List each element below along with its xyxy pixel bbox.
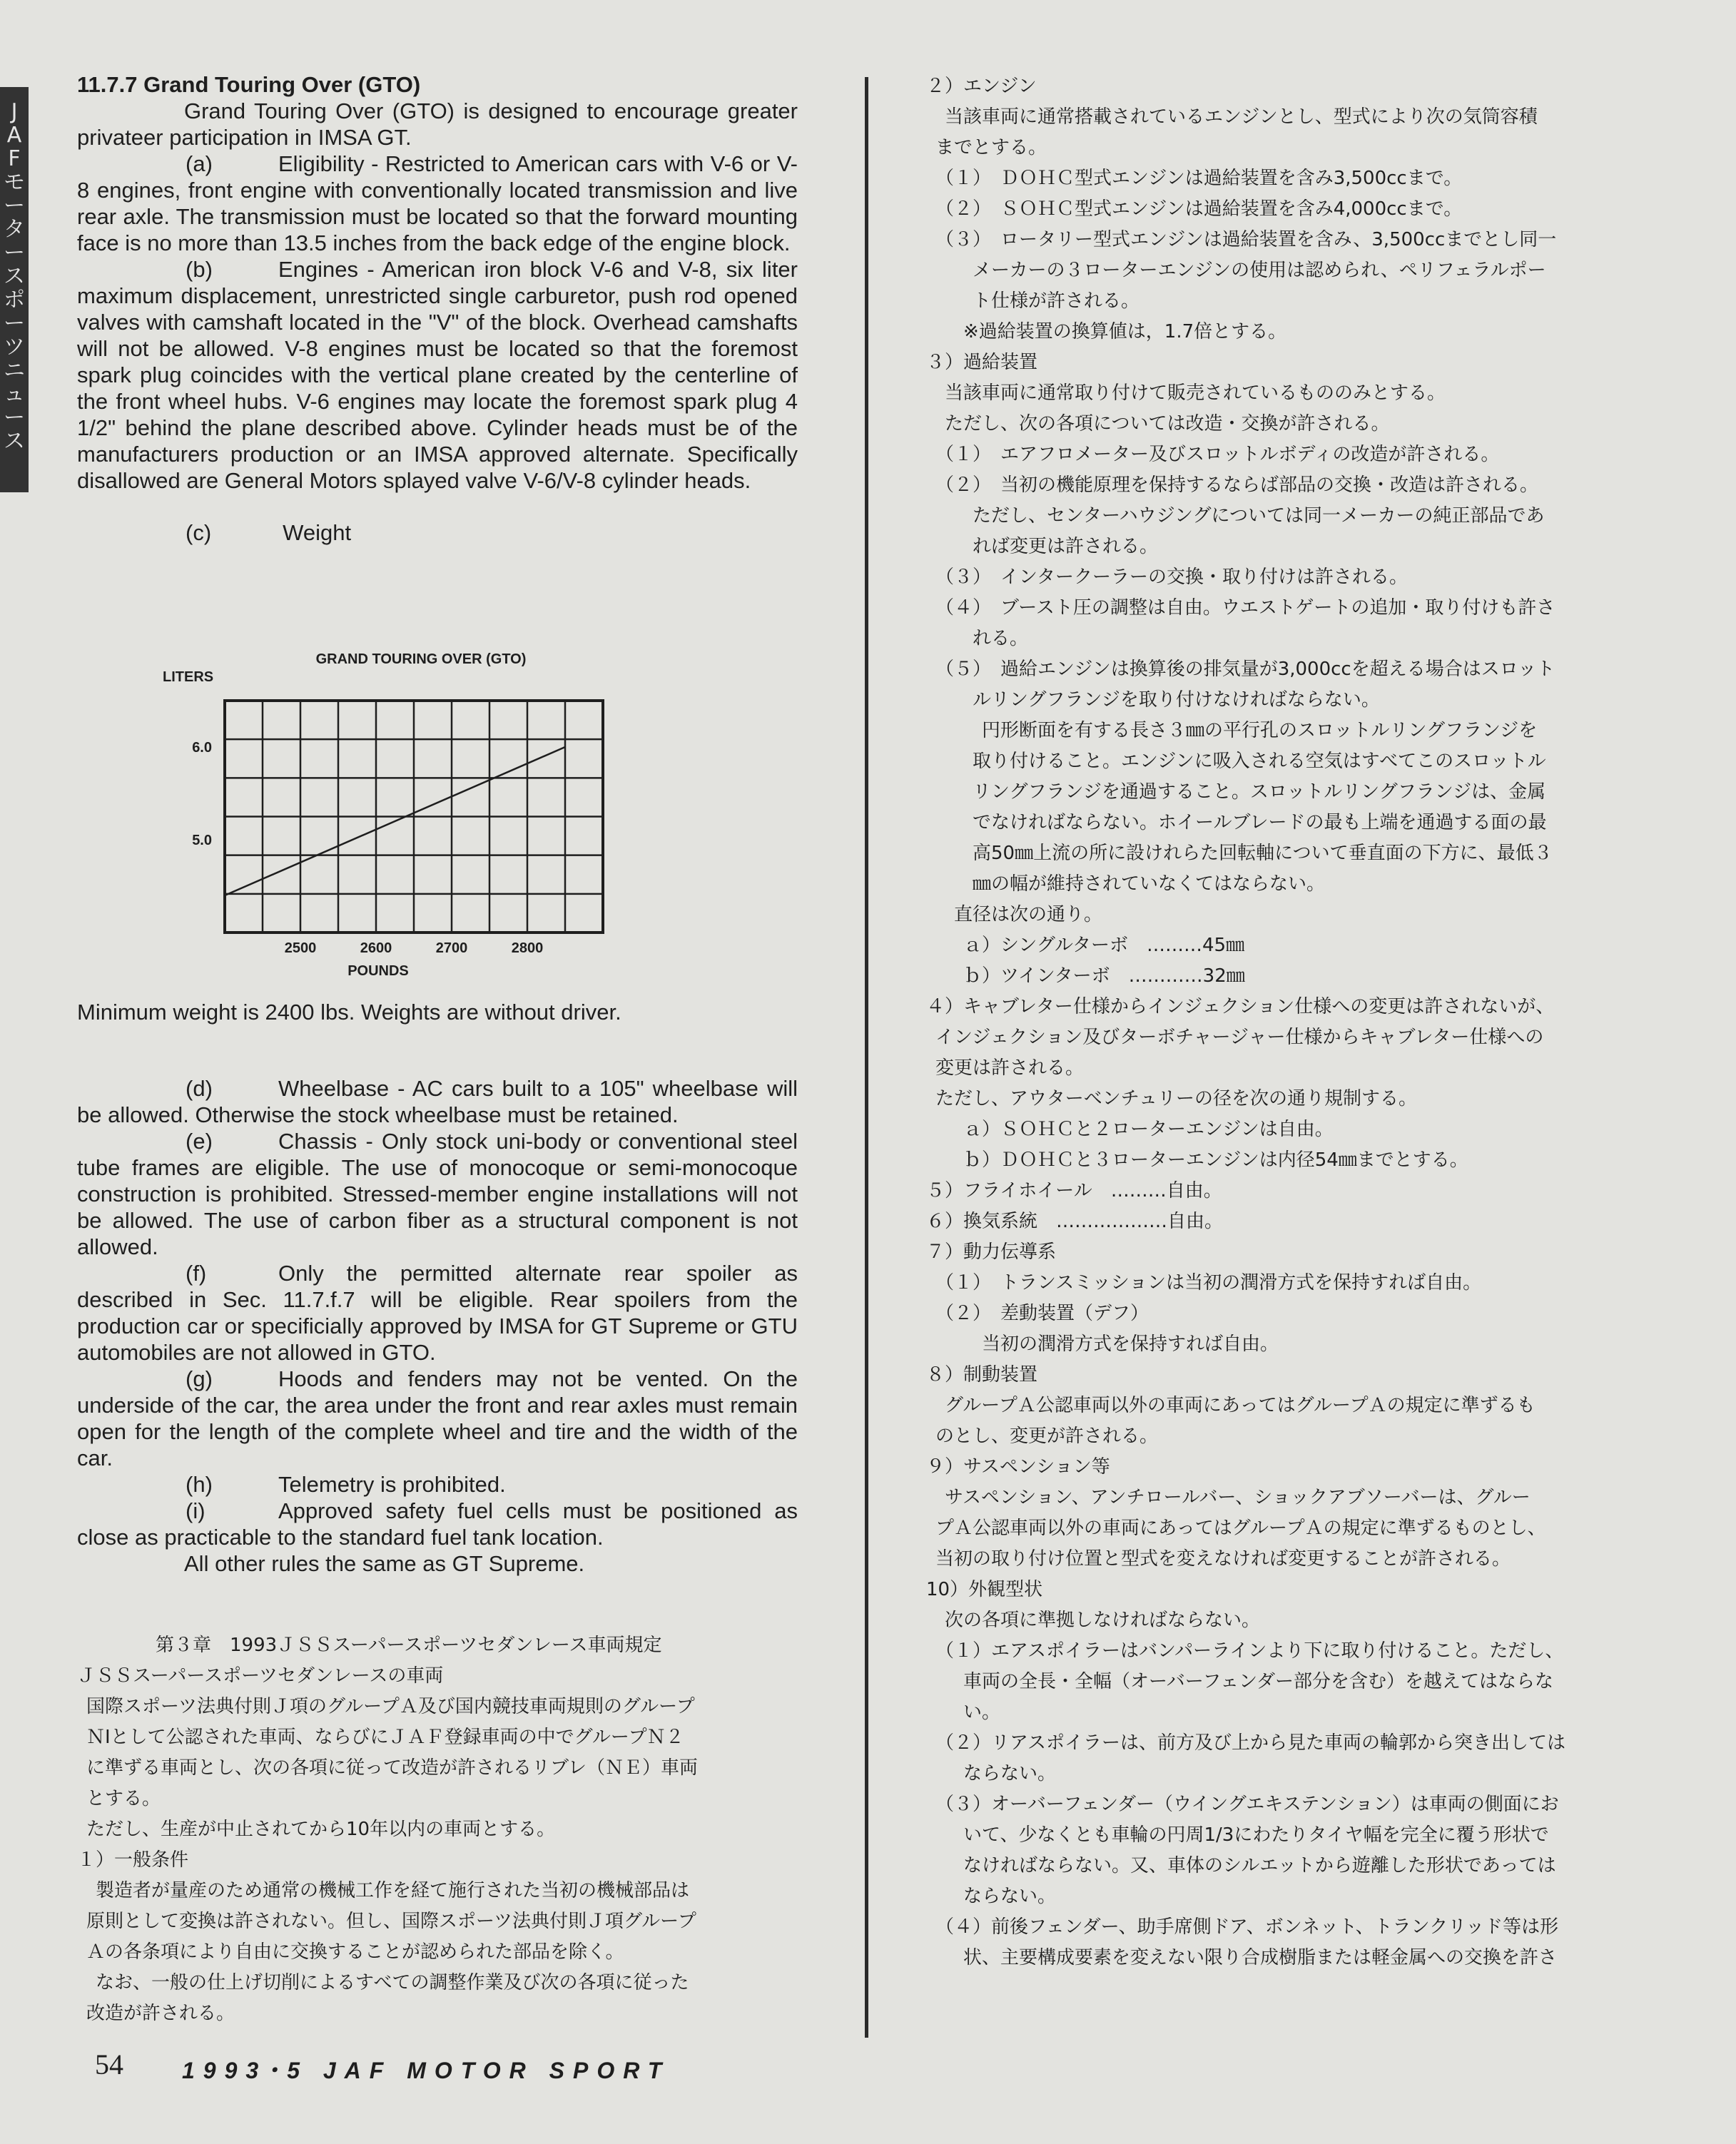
jp-text-line: ５）フライホイール ………自由。 [926,1180,1222,1201]
jp-text-line: リングフランジを通過すること。スロットルリングフランジは、金属 [973,781,1546,803]
jp-text-line: （２）リアスポイラーは、前方及び上から見た車両の輪郭から突き出しては [935,1732,1565,1754]
jp-text-line: （３） ロータリー型式エンジンは過給装置を含み、3,500ccまでとし同一 [935,229,1557,250]
jp-text-line: ９）サスペンション等 [926,1456,1110,1478]
jp-text-line: ※過給装置の換算値は，1.7倍とする。 [963,321,1287,342]
jp-text-line: 次の各項に準拠しなければならない。 [945,1610,1261,1631]
jp-text-line: 直径は次の通り。 [954,904,1103,925]
rule-text: Telemetry is prohibited. [278,1472,506,1497]
jp-text-line: 国際スポーツ法典付則Ｊ項のグループＡ及び国内競技車両規則のグループ [86,1696,695,1717]
rule-label: (i) [186,1498,205,1523]
side-tab-char: モ [4,170,25,195]
jp-text-line: サスペンション、アンチロールバー、ショックアブソーバーは、グルー [945,1487,1531,1508]
side-tab-char: J [11,99,18,124]
jp-text-line: なお、一般の仕上げ切削によるすべての調整作業及び次の各項に従った [96,1972,689,1993]
jp-text-line: １）一般条件 [77,1849,189,1871]
jp-text-line: メーカーの３ローターエンジンの使用は認められ、ペリフェラルポー [973,260,1546,281]
rule-text: Wheelbase - AC cars built to a 105" wheelbase will be allowed. Otherwise the stock wheelbase must be retained. [77,1076,798,1127]
y-tick-label: 5.0 [192,833,212,848]
jp-text-line: 車両の全長・全幅（オーバーフェンダー部分を含む）を越えてはならな [963,1671,1554,1692]
jp-text-line: 当該車両に通常搭載されているエンジンとし、型式により次の気筒容積 [945,106,1538,128]
rule-label: (h) [186,1472,213,1497]
jp-text-line: 10）外観型状 [926,1579,1043,1600]
jp-text-line: 当該車両に通常取り付けて販売されているもののみとする。 [945,382,1446,404]
left-column-japanese [77,1630,798,2029]
jp-text-line: ８）制動装置 [926,1364,1038,1386]
side-tab-char: ツ [4,335,25,360]
rule-text: Chassis - Only stock uni-body or conventional steel tube frames are eligible. The use of monocoque or semi-monocoque construction is prohibited. Stressed-member engine installations will not be allowed. The use of carbon fiber as a structural component is not allowed. [77,1129,798,1259]
column-divider [865,77,868,2038]
jp-text-line: ただし、生産が中止されてから10年以内の車両とする。 [86,1819,556,1840]
jp-text-line: （５） 過給エンジンは換算後の排気量が3,000ccを超える場合はスロット [935,659,1555,680]
rule-text: Engines - American iron block V-6 and V-8, six liter maximum displacement, unrestricted single carburetor, push rod opened valves with camshaft located in the "V" of the block. Overhead camshafts will not be allowed. V-8 engines must be located so that the foremost spark plug coincides with the vertical plane created by the centerline of the front wheel hubs. V-6 engines may locate the foremost spark plug 4 1/2" behind the plane described above. Cylinder heads must be of the manufacturers production or an IMSA approved alternate. Specifically disallowed are General Motors splayed valve V-6/V-8 cylinder heads. [77,257,798,493]
jp-text-line: のとし、変更が許される。 [935,1426,1159,1447]
jp-text-line: ただし、次の各項については改造・交換が許される。 [945,413,1390,435]
side-tab-char: F [8,146,21,171]
jp-text-line: （３） インタークーラーの交換・取り付けは許される。 [935,567,1408,588]
jp-text-line: ｂ）ツインターボ …………32㎜ [963,965,1245,987]
jp-text-line: （１） ＤＯＨＣ型式エンジンは過給装置を含み3,500ccまで。 [935,168,1463,189]
jp-text-line: ならない。 [963,1886,1057,1907]
y-axis-label: LITERS [163,669,214,685]
left-column-english-3 [77,1075,798,1577]
rule-paragraph [77,1128,798,1260]
magazine-footer: 1993･5 JAF MOTOR SPORT [182,2058,671,2083]
rule-label: (b) [186,257,213,282]
jp-text-line: （２） 当初の機能原理を保持するならば部品の交換・改造は許される。 [935,474,1539,496]
side-tab-char: ー [4,405,25,430]
jp-text-line: ルリングフランジを取り付けなければならない。 [973,689,1380,711]
rule-label: (a) [186,151,213,176]
jp-text-line: ＪＳＳスーパースポーツセダンレースの車両 [77,1665,444,1687]
jp-text-line: いて、少なくとも車輪の円周1/3にわたりタイヤ幅を完全に覆う形状で [963,1824,1549,1846]
jp-text-line: とする。 [86,1788,161,1809]
jp-text-line: ただし、センターハウジングについては同一メーカーの純正部品であ [973,505,1545,527]
rule-paragraph [77,1366,798,1471]
rule-label: (f) [186,1261,207,1286]
rule-paragraph [77,256,798,494]
jp-text-line: ７）動力伝導系 [926,1241,1057,1263]
jp-text-line: グループＡ公認車両以外の車両にあってはグループＡの規定に準ずるも [945,1395,1536,1416]
rule-label: (c) [186,520,212,545]
closing-text: All other rules the same as GT Supreme. [184,1551,585,1576]
left-column-english [77,71,798,546]
x-tick-label: 2500 [284,940,317,956]
jp-text-line: ６）換気系統 ………………自由。 [926,1211,1224,1232]
jp-text-line: れる。 [973,628,1029,649]
jp-text-line: （１） エアフロメーター及びスロットルボディの改造が許される。 [935,444,1500,465]
y-tick-label: 6.0 [192,740,212,756]
jp-text-line: に準ずる車両とし、次の各項に従って改造が許されるリブレ（ＮＥ）車両 [86,1757,698,1779]
jp-text-line: 取り付けること。エンジンに吸入される空気はすべてこのスロットル [973,751,1546,772]
side-tab-char: ス [4,264,25,289]
jp-text-line: 変更は許される。 [935,1057,1085,1079]
jp-text-line: 当初の潤滑方式を保持すれば自由。 [982,1333,1279,1355]
jp-text-line: 当初の取り付け位置と型式を変えなければ変更することが許される。 [935,1548,1511,1570]
jp-text-line: 高50㎜上流の所に設けれらた回転軸について垂直面の下方に、最低３ [973,843,1553,864]
jp-text-line: 状、主要構成要素を変えない限り合成樹脂または軽金属への交換を許さ [963,1947,1558,1968]
rule-paragraph [77,1471,798,1498]
intro-paragraph: Grand Touring Over (GTO) is designed to encourage greater privateer participation in IMSA GT. [77,98,798,150]
side-tab-char: ュ [4,382,25,407]
rule-text: Eligibility - Restricted to American cars with V-6 or V-8 engines, front engine with conventionally located transmission and live rear axle. The transmission must be located so that the forward mounting face is no more than 13.5 inches from the back edge of the engine block. [77,151,798,255]
side-tab-char: ポ [4,288,25,313]
side-tab-char: ー [4,193,25,218]
side-tab [0,87,29,492]
rule-text: Hoods and fenders may not be vented. On the underside of the car, the area under the front and rear axles must remain open for the length of the complete wheel and tire and the width of the car. [77,1366,798,1470]
rule-paragraph [77,151,798,256]
jp-text-line: い。 [963,1702,1001,1723]
gto-chart [150,642,649,985]
right-column-japanese [926,71,1654,1973]
jp-text-line: インジェクション及びターボチャージャー仕様からキャブレター仕様への [935,1027,1544,1048]
jp-text-line: ㎜の幅が維持されていなくてはならない。 [973,873,1326,895]
jp-text-line: （２） 差動装置（デフ） [935,1303,1149,1324]
jp-text-line: 円形断面を有する長さ３㎜の平行孔のスロットルリングフランジを [982,720,1538,741]
side-tab-char: A [6,123,22,148]
side-tab-char: ー [4,240,25,265]
jp-text-line: （４） ブースト圧の調整は自由。ウエストゲートの追加・取り付けも許さ [935,597,1555,619]
jp-text-line: でなければならない。ホイールブレードの最も上端を通過する面の最 [973,812,1547,833]
left-column-english-2 [77,999,798,1025]
x-tick-label: 2800 [511,940,544,956]
jp-chapter-heading: 第３章 1993ＪＳＳスーパースポーツセダンレース車両規定 [156,1635,662,1656]
jp-text-line: ト仕様が許される。 [973,290,1140,312]
rule-label: (e) [186,1129,213,1154]
jp-text-line: ＮⅠとして公認された車両、ならびにＪＡＦ登録車両の中でグループＮ２ [86,1727,684,1748]
rule-text: Only the permitted alternate rear spoiler as described in Sec. 11.7.f.7 will be eligible. Rear spoilers from the production car or specificially approved by IMSA for GT Supreme or GTU automobiles are not allowed in GTO. [77,1261,798,1365]
jp-text-line: ａ）シングルターボ ………45㎜ [963,935,1245,956]
jp-text-line: ２）エンジン [926,76,1037,97]
jp-text-line: ｂ）ＤＯＨＣと３ローターエンジンは内径54㎜までとする。 [963,1149,1468,1171]
weight-rule [77,519,798,546]
x-tick-label: 2600 [360,940,392,956]
jp-text-line: ａ）ＳＯＨＣと２ローターエンジンは自由。 [963,1119,1334,1140]
side-tab-char: ニ [4,358,25,383]
jp-text-line: 改造が許される。 [86,2003,235,2024]
rule-paragraph [77,1260,798,1366]
rule-text: Approved safety fuel cells must be positioned as close as practicable to the standard fuel tank location. [77,1498,798,1550]
min-weight-text: Minimum weight is 2400 lbs. Weights are without driver. [77,1000,621,1025]
jp-text-line: （１） トランスミッションは当初の潤滑方式を保持すれば自由。 [935,1272,1482,1294]
jp-text-line: 原則として変換は許されない。但し、国際スポーツ法典付則Ｊ項グループ [86,1911,696,1932]
jp-text-line: までとする。 [935,137,1047,158]
rule-paragraph [77,1075,798,1128]
jp-text-line: れば変更は許される。 [973,536,1159,557]
rule-text: Weight [283,520,352,545]
side-tab-char: タ [4,217,25,242]
side-tab-char: ス [4,429,25,454]
jp-text-line: ３）過給装置 [926,352,1038,373]
side-tab-char: ー [4,311,25,336]
chart-title: GRAND TOURING OVER (GTO) [315,651,527,667]
jp-text-line: ４）キャブレター仕様からインジェクション仕様への変更は許されないが、 [926,996,1555,1017]
x-tick-label: 2700 [435,940,468,956]
jp-text-line: なければならない。又、車体のシルエットから遊離した形状であっては [963,1855,1556,1876]
section-title: 11.7.7 Grand Touring Over (GTO) [77,72,421,97]
jp-text-line: ならない。 [963,1763,1057,1784]
series-line [225,747,565,895]
jp-text-line: プＡ公認車両以外の車両にあってはグループＡの規定に準ずるものとし、 [935,1518,1546,1539]
rule-paragraph [77,1498,798,1550]
rule-label: (g) [186,1366,213,1391]
page-number: 54 [95,2048,123,2081]
jp-text-line: （４）前後フェンダー、助手席側ドア、ボンネット、トランクリッド等は形 [935,1916,1559,1938]
jp-text-line: （３）オーバーフェンダー（ウイングエキステンション）は車両の側面にお [935,1794,1559,1815]
x-axis-label: POUNDS [347,963,409,979]
jp-text-line: （２） ＳＯＨＣ型式エンジンは過給装置を含み4,000ccまで。 [935,198,1463,220]
rule-label: (d) [186,1076,213,1101]
jp-text-line: Ａの各条項により自由に交換することが認められた部品を除く。 [86,1941,624,1963]
jp-text-line: ただし、アウターベンチュリーの径を次の通り規制する。 [935,1088,1417,1109]
jp-text-line: 製造者が量産のため通常の機械工作を経て施行された当初の機械部品は [96,1880,690,1901]
jp-text-line: （１）エアスポイラーはバンパーラインより下に取り付けること。ただし、 [935,1640,1564,1662]
